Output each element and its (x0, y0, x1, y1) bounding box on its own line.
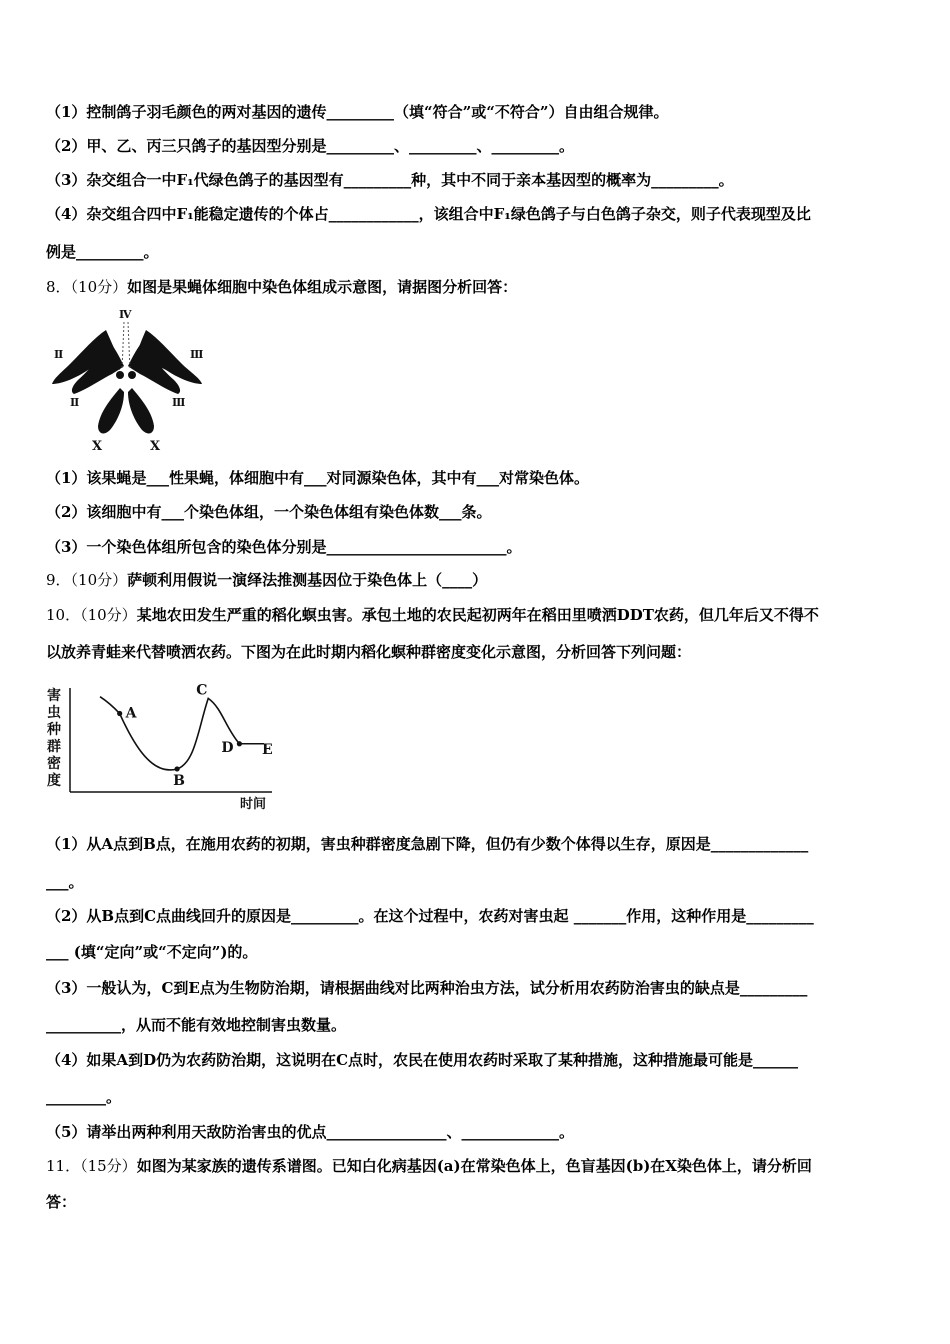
point-label-C: C (196, 682, 208, 699)
y-axis-label-char: 害 (47, 688, 61, 704)
chromosome-X-left (98, 388, 124, 433)
label-IV: Ⅳ (119, 308, 132, 321)
question-10-number: 10．（10分） (46, 606, 137, 624)
point-B (174, 766, 179, 771)
q10-sub1-cont: ___。 (46, 873, 84, 891)
question-11-cont: 答： (46, 1193, 77, 1211)
label-X-right: X (150, 439, 161, 454)
q10-sub5: （5）请举出两种利用天敌防治害虫的优点________________、_____________。 (46, 1123, 574, 1141)
q7-sub3: （3）杂交组合一中F₁代绿色鸽子的基因型有_________种，其中不同于亲本基因型的概率为_________。 (46, 171, 734, 189)
density-chart (44, 680, 284, 812)
point-label-A: A (125, 705, 137, 722)
label-III-top: Ⅲ (190, 348, 204, 361)
y-axis-label-char: 种 (47, 722, 61, 738)
q10-sub3: （3）一般认为，C到E点为生物防治期，请根据曲线对比两种治虫方法，试分析用农药防治害虫的缺点是_________ (46, 979, 808, 997)
q7-sub2: （2）甲、乙、丙三只鸽子的基因型分别是_________、_________、_________。 (46, 137, 574, 155)
point-label-E: E (262, 741, 273, 758)
y-axis-label-char: 度 (47, 773, 61, 789)
question-11 (46, 1155, 910, 1177)
label-II-top: Ⅱ (54, 348, 64, 361)
chromosome-IV-dot (116, 371, 124, 379)
label-X-left: X (92, 439, 103, 454)
chromosome-X-right (128, 388, 154, 433)
question-11-number: 11．（15分） (46, 1157, 137, 1175)
label-III-bottom: Ⅲ (172, 396, 186, 409)
q8-sub1: （1）该果蝇是___性果蝇，体细胞中有___对同源染色体，其中有___对常染色体。 (46, 469, 589, 487)
y-axis-label-char: 群 (47, 739, 61, 755)
q7-sub1: （1）控制鸽子羽毛颜色的两对基因的遗传_________（填“符合”或“不符合”）自由组合规律。 (46, 103, 669, 121)
label-II-bottom: Ⅱ (70, 396, 80, 409)
y-axis-label-char: 密 (47, 756, 61, 772)
q10-sub2-cont: ___ (填“定向”或“不定向”)的。 (46, 943, 258, 961)
q10-sub4-cont: ________。 (46, 1088, 122, 1106)
x-axis-label: 时间 (240, 797, 267, 812)
q10-sub2: （2）从B点到C点曲线回升的原因是_________。在这个过程中，农药对害虫起 _______作用，这种作用是_________ (46, 907, 814, 925)
question-9-text: 萨顿利用假说一演绎法推测基因位于染色体上（____） (127, 571, 488, 589)
question-10-text: 某地农田发生严重的稻化螟虫害。承包土地的农民起初两年在稻田里喷洒DDT农药，但几年后又不得不 (136, 606, 819, 624)
q10-sub1: （1）从A点到B点，在施用农药的初期，害虫种群密度急剧下降，但仍有少数个体得以生存，原因是_____________ (46, 835, 809, 853)
spindle-line (122, 322, 124, 370)
question-10-cont: 以放养青蛙来代替喷洒农药。下图为在此时期内稻化螟种群密度变化示意图，分析回答下列问题： (46, 643, 692, 661)
density-curve (100, 697, 264, 770)
q8-sub3: （3）一个染色体组所包含的染色体分别是________________________。 (46, 538, 522, 556)
q7-sub4-cont: 例是_________。 (46, 243, 159, 261)
point-label-B: B (173, 772, 185, 789)
question-9-number: 9．（10分） (46, 571, 128, 589)
point-D (237, 741, 242, 746)
y-axis-label-char: 虫 (47, 705, 61, 721)
y-axis-label (46, 687, 61, 789)
question-8 (46, 276, 910, 298)
question-10 (46, 604, 910, 626)
point-label-D: D (221, 739, 234, 756)
q7-sub4: （4）杂交组合四中F₁能稳定遗传的个体占____________，该组合中F₁绿色鸽子与白色鸽子杂交，则子代表现型及比 (46, 205, 811, 223)
question-11-text: 如图为某家族的遗传系谱图。已知白化病基因(a)在常染色体上，色盲基因(b)在X染色体上，请分析回 (136, 1157, 812, 1175)
chromosome-IV-dot (128, 371, 136, 379)
question-8-text: 如图是果蝇体细胞中染色体组成示意图，请据图分析回答： (127, 278, 518, 296)
chromosome-figure (48, 308, 208, 456)
question-9 (46, 569, 910, 591)
q10-sub4: （4）如果A到D仍为农药防治期，这说明在C点时，农民在使用农药时采取了某种措施，这种措施最可能是______ (46, 1051, 799, 1069)
q8-sub2: （2）该细胞中有___个染色体组，一个染色体组有染色体数___条。 (46, 503, 492, 521)
q10-sub3-cont: __________，从而不能有效地控制害虫数量。 (46, 1016, 347, 1034)
point-A (117, 711, 122, 716)
spindle-line (128, 322, 130, 370)
question-8-number: 8．（10分） (46, 278, 128, 296)
